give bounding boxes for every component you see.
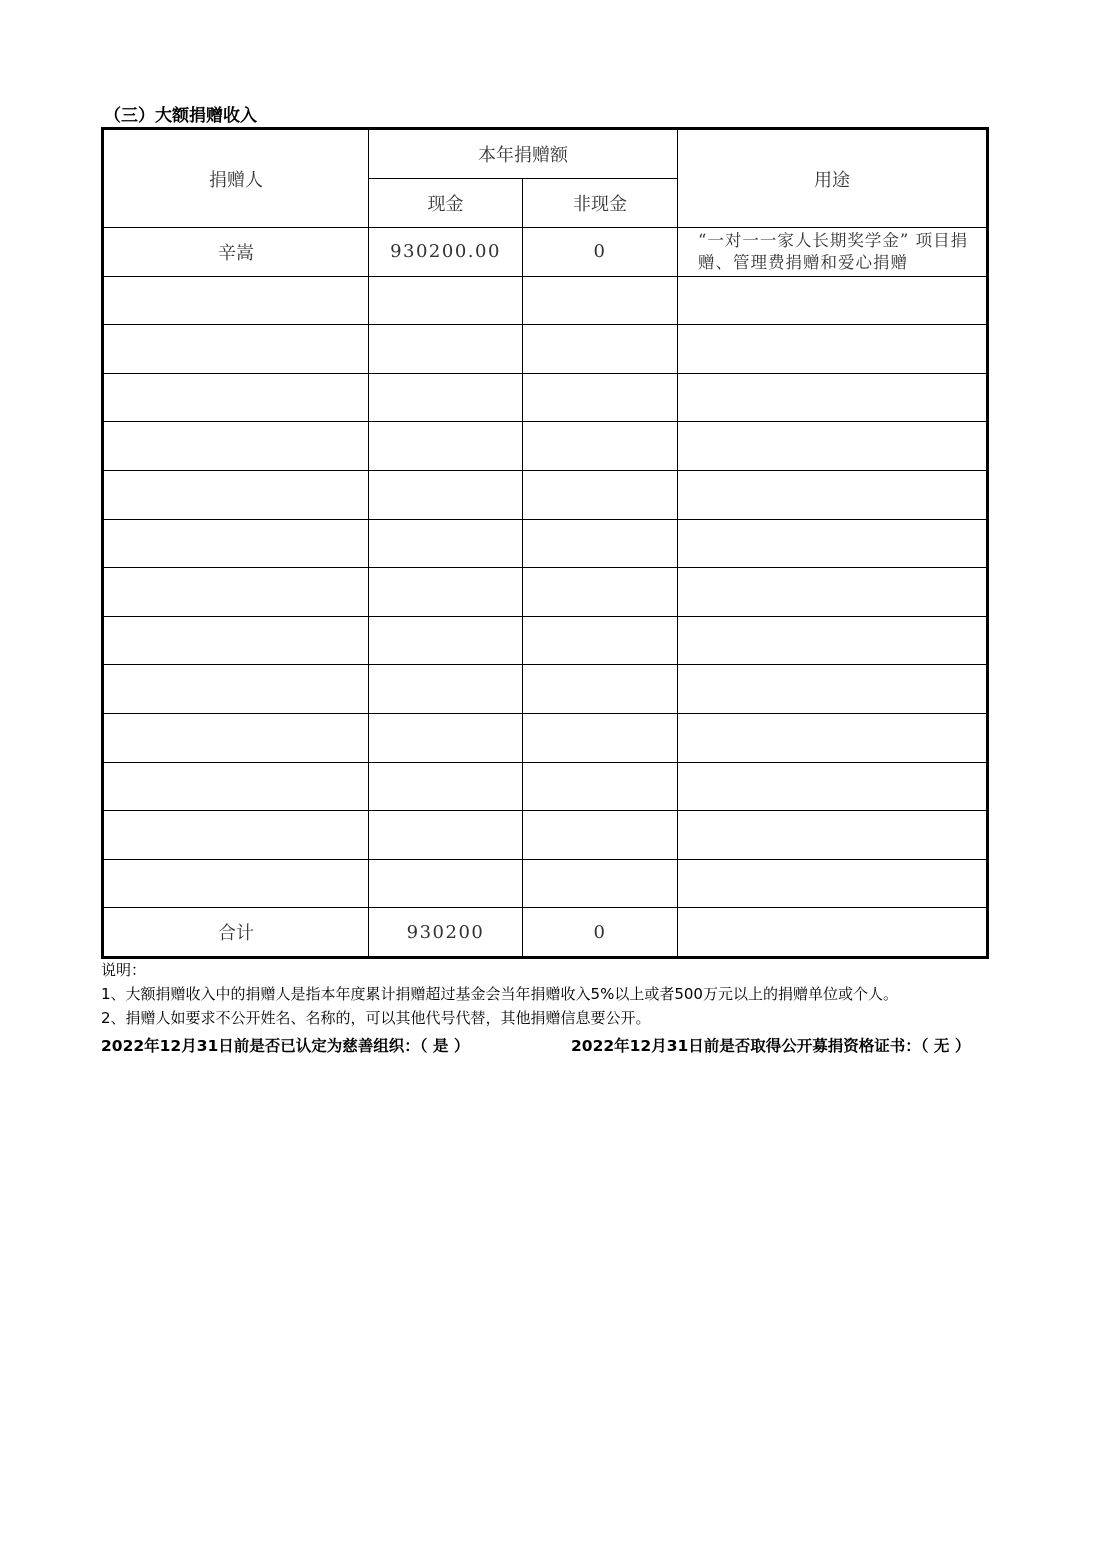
total-label: 合计 (103, 908, 369, 958)
purpose-cell (678, 470, 988, 519)
purpose-cell (678, 811, 988, 860)
total-cash: 930200 (369, 908, 523, 958)
purpose-cell (678, 762, 988, 811)
table-row (103, 811, 988, 860)
table-row (103, 762, 988, 811)
non-cash-cell (523, 616, 678, 665)
notes-heading: 说明： (101, 961, 147, 979)
donor-cell (103, 276, 369, 325)
large-donation-table (101, 127, 989, 959)
header-donor: 捐赠人 (103, 129, 369, 228)
donor-cell (103, 373, 369, 422)
table-row (103, 713, 988, 762)
table-total-row (103, 908, 988, 958)
donor-cell (103, 519, 369, 568)
notes-line-2: 2、捐赠人如要求不公开姓名、名称的，可以其他代号代替，其他捐赠信息要公开。 (101, 1009, 651, 1027)
non-cash-cell (523, 519, 678, 568)
cash-cell (369, 665, 523, 714)
cash-cell (369, 373, 523, 422)
purpose-cell (678, 519, 988, 568)
purpose-cell (678, 325, 988, 374)
purpose-cell (678, 713, 988, 762)
non-cash-cell (523, 811, 678, 860)
donor-cell (103, 762, 369, 811)
cash-cell: 930200.00 (369, 228, 523, 277)
donor-cell (103, 859, 369, 908)
purpose-cell (678, 373, 988, 422)
notes-section (101, 958, 898, 1030)
table-row (103, 470, 988, 519)
non-cash-cell: 0 (523, 228, 678, 277)
donor-cell (103, 811, 369, 860)
cash-cell (369, 811, 523, 860)
table-header-row (103, 129, 988, 179)
non-cash-cell (523, 568, 678, 617)
table-row (103, 276, 988, 325)
cash-cell (369, 519, 523, 568)
non-cash-cell (523, 276, 678, 325)
donor-cell (103, 616, 369, 665)
cash-cell (369, 568, 523, 617)
purpose-cell (678, 616, 988, 665)
non-cash-cell (523, 665, 678, 714)
notes-line-1: 1、大额捐赠收入中的捐赠人是指本年度累计捐赠超过基金会当年捐赠收入5%以上或者500万元以上的捐赠单位或个人。 (101, 985, 898, 1003)
table-row (103, 665, 988, 714)
table-row (103, 373, 988, 422)
purpose-cell (678, 665, 988, 714)
donor-cell (103, 325, 369, 374)
purpose-cell (678, 276, 988, 325)
donor-cell (103, 470, 369, 519)
table-row (103, 568, 988, 617)
public-fundraising-status: 2022年12月31日前是否取得公开募捐资格证书：（ 无 ） (571, 1037, 971, 1055)
donor-cell: 辛嵩 (103, 228, 369, 277)
table-row (103, 859, 988, 908)
non-cash-cell (523, 762, 678, 811)
table-row (103, 616, 988, 665)
cash-cell (369, 713, 523, 762)
charity-recognition-status: 2022年12月31日前是否已认定为慈善组织：（ 是 ） (101, 1037, 470, 1055)
purpose-cell (678, 859, 988, 908)
donor-cell (103, 713, 369, 762)
table-row (103, 325, 988, 374)
donor-cell (103, 665, 369, 714)
non-cash-cell (523, 422, 678, 471)
header-amount-group: 本年捐赠额 (369, 129, 678, 179)
header-non-cash: 非现金 (523, 179, 678, 228)
purpose-cell (678, 568, 988, 617)
cash-cell (369, 325, 523, 374)
non-cash-cell (523, 470, 678, 519)
cash-cell (369, 616, 523, 665)
table-row (103, 422, 988, 471)
purpose-cell (678, 422, 988, 471)
total-purpose (678, 908, 988, 958)
cash-cell (369, 470, 523, 519)
header-cash: 现金 (369, 179, 523, 228)
non-cash-cell (523, 325, 678, 374)
non-cash-cell (523, 373, 678, 422)
non-cash-cell (523, 713, 678, 762)
donor-cell (103, 568, 369, 617)
cash-cell (369, 276, 523, 325)
header-purpose: 用途 (678, 129, 988, 228)
purpose-cell: “一对一一家人长期奖学金” 项目捐赠、管理费捐赠和爱心捐赠 (678, 228, 988, 277)
total-non-cash: 0 (523, 908, 678, 958)
table-row (103, 228, 988, 277)
table-row (103, 519, 988, 568)
donor-cell (103, 422, 369, 471)
cash-cell (369, 859, 523, 908)
non-cash-cell (523, 859, 678, 908)
cash-cell (369, 762, 523, 811)
section-title: （三）大额捐赠收入 (104, 106, 257, 126)
cash-cell (369, 422, 523, 471)
